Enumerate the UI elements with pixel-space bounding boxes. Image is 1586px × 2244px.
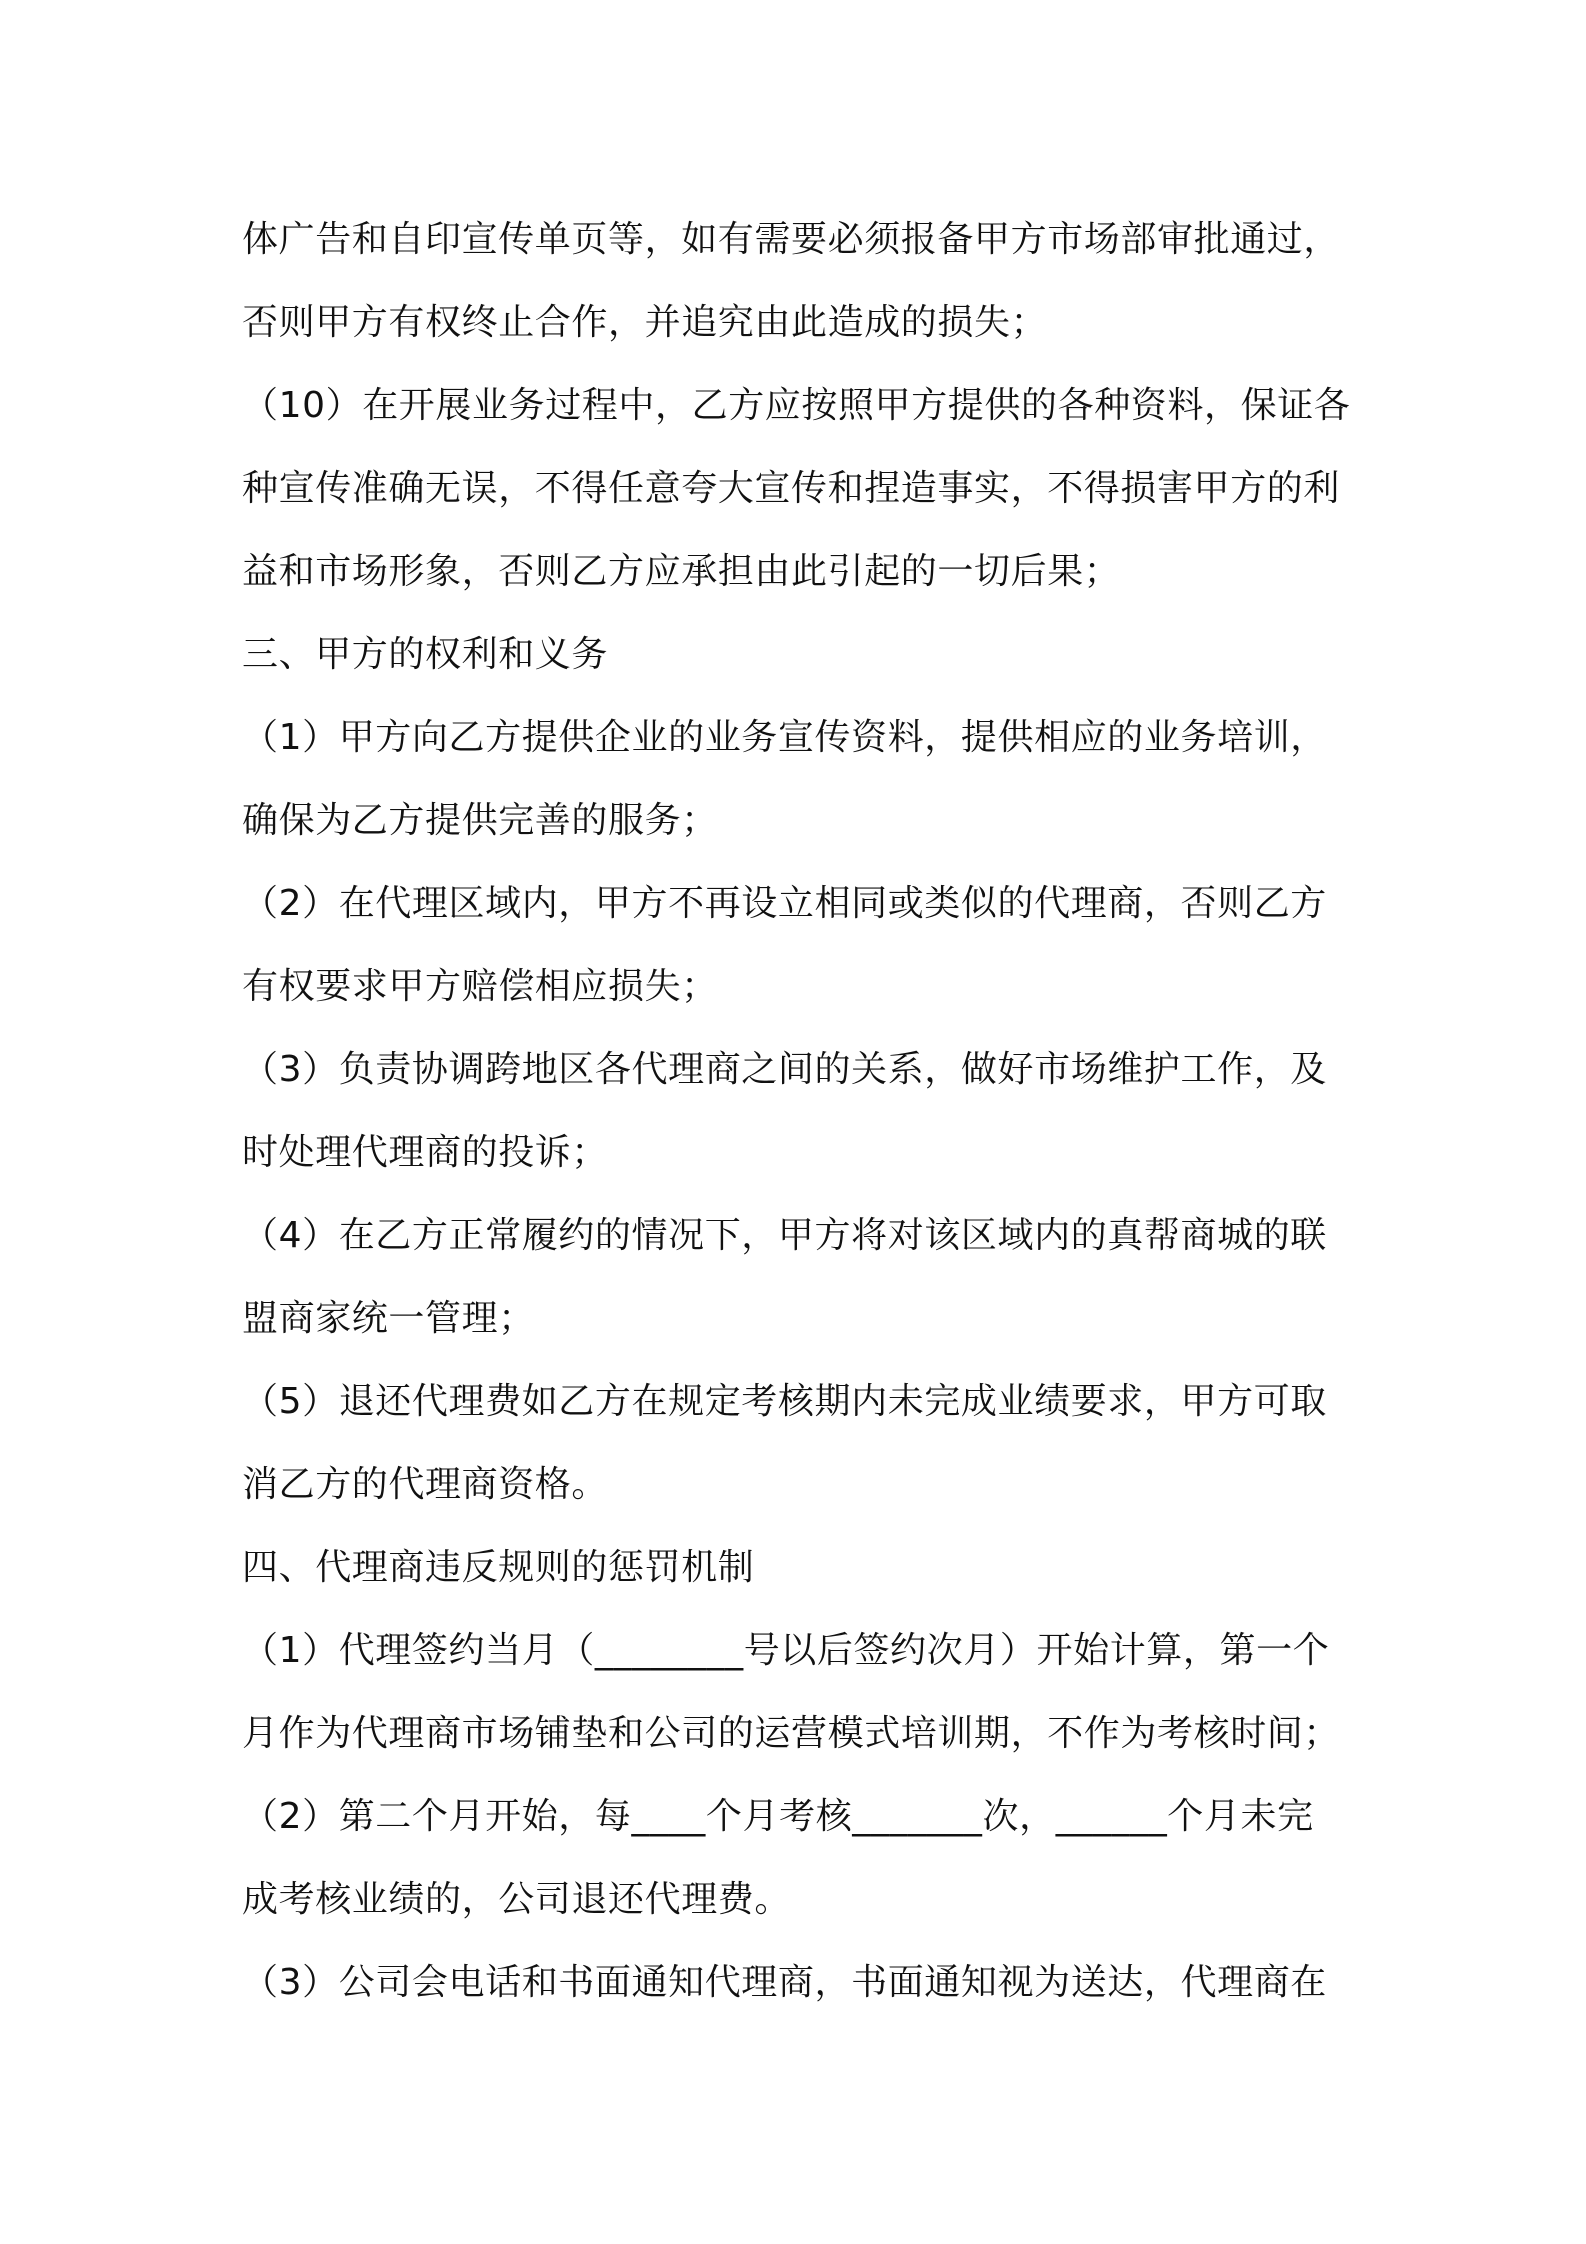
document-page [242, 198, 1352, 2024]
text-line: （3）负责协调跨地区各代理商之间的关系，做好市场维护工作，及 [242, 1049, 1327, 1090]
text-line: 成考核业绩的，公司退还代理费。 [242, 1879, 792, 1920]
text-line: 益和市场形象，否则乙方应承担由此引起的一切后果； [242, 551, 1121, 592]
section-heading: 四、代理商违反规则的惩罚机制 [242, 1547, 755, 1588]
text-line: 种宣传准确无误，不得任意夸大宣传和捏造事实，不得损害甲方的利 [242, 468, 1341, 509]
text-line: 确保为乙方提供完善的服务； [242, 800, 718, 841]
text-line: 盟商家统一管理； [242, 1298, 535, 1339]
text-line: （2）第二个月开始，每____个月考核_______次，______个月未完 [242, 1796, 1314, 1837]
text-line: （1）代理签约当月（________号以后签约次月）开始计算，第一个 [242, 1630, 1330, 1671]
text-line: （5）退还代理费如乙方在规定考核期内未完成业绩要求，甲方可取 [242, 1381, 1327, 1422]
text-line: （1）甲方向乙方提供企业的业务宣传资料，提供相应的业务培训， [242, 717, 1327, 758]
section-heading: 三、甲方的权利和义务 [242, 634, 609, 675]
text-line: 月作为代理商市场铺垫和公司的运营模式培训期，不作为考核时间； [242, 1713, 1341, 1754]
text-line: 有权要求甲方赔偿相应损失； [242, 966, 718, 1007]
text-line: 消乙方的代理商资格。 [242, 1464, 609, 1505]
text-line: 体广告和自印宣传单页等，如有需要必须报备甲方市场部审批通过， [242, 219, 1341, 260]
text-line: 否则甲方有权终止合作，并追究由此造成的损失； [242, 302, 1048, 343]
text-line: （10）在开展业务过程中，乙方应按照甲方提供的各种资料，保证各 [242, 385, 1351, 426]
text-line: （2）在代理区域内，甲方不再设立相同或类似的代理商，否则乙方 [242, 883, 1327, 924]
text-line: 时处理代理商的投诉； [242, 1132, 609, 1173]
text-line: （3）公司会电话和书面通知代理商，书面通知视为送达，代理商在 [242, 1962, 1327, 2003]
text-line: （4）在乙方正常履约的情况下，甲方将对该区域内的真帮商城的联 [242, 1215, 1327, 1256]
